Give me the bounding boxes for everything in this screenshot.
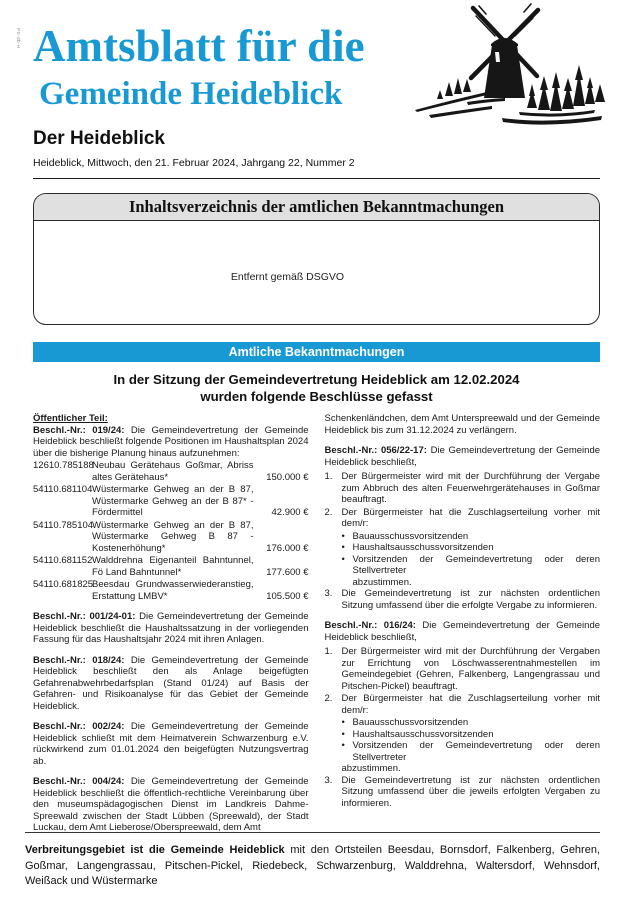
budget-desc: Neubau Gerätehaus Goßmar, Abriss altes Gerätehaus* (92, 460, 254, 483)
header-divider (33, 178, 600, 179)
list-item-text: Die Gemeindevertretung ist zur nächsten ordentlichen Sitzung umfassend über die erfolgte Vergabe zu informieren. (341, 588, 600, 611)
decision-columns (33, 413, 600, 843)
gazette-title-line2: Gemeinde Heideblick (39, 76, 343, 112)
decision-019-24-number: Beschl.-Nr.: 019/24: (33, 424, 125, 436)
toc-redacted-note: Entfernt gemäß DSGVO (230, 270, 345, 283)
bullet-text: Bauausschussvorsitzenden (352, 717, 469, 728)
windmill-illustration (407, 0, 612, 132)
list-item (325, 646, 601, 692)
decision-001-24-01-number: Beschl.-Nr.: 001/24-01: (33, 611, 136, 622)
list-item (325, 775, 601, 810)
budget-row (33, 460, 309, 483)
decision-018-24-text: Die Gemeindevertretung der Gemeinde Heideblick beschließt den als Anlage beigefügten Gefahrenabwehrbedarfsplan (Stand 01/24) auf Basis der Gefahren- und Risikoanalyse für das Gebiet der Gemeinde Heideblick. (33, 654, 309, 712)
list-item (325, 471, 601, 506)
decision-004-24 (33, 776, 309, 834)
bullet-group (342, 717, 601, 763)
publication-subtitle: Der Heideblick (33, 128, 165, 149)
decision-002-24 (33, 721, 309, 767)
bullet-text: Haushaltsausschussvorsitzenden (352, 728, 494, 740)
decision-056-22-17-text: Die Gemeindevertretung der Gemeinde Heideblick beschließt, (324, 445, 601, 468)
budget-code: 54110.681825 (33, 579, 94, 590)
decision-004-24-text: Die Gemeindevertretung der Gemeinde Heideblick beschließt die öffentlich-rechtliche Vereinbarung über den museumspädagogischen Dienst im Landkreis Dahme-Spreewald zwischen der Stadt Lübben (Spreewald), der Stadt Luckau, dem Amt Lieberose/Oberspreewald, dem Amt (33, 776, 309, 833)
budget-code: 54110.681104 (33, 484, 93, 495)
decision-016-24-number: Beschl.-Nr.: 016/24: (324, 620, 416, 631)
decision-004-24-continuation: Schenkenländchen, dem Amt Unterspreewald und der Gemeinde Heideblick bis zum 31.12.2024 zu verlängern. (324, 413, 600, 436)
list-item-number: 3. (324, 588, 333, 599)
list-item-number: 1. (324, 471, 333, 482)
decision-056-22-17-number: Beschl.-Nr.: 056/22-17: (324, 445, 427, 456)
decision-016-24 (325, 620, 601, 643)
print-edge-mark: PS-db-H (16, 28, 21, 49)
budget-amount: 42.900 € (271, 507, 309, 518)
list-item-number: 2. (324, 506, 333, 518)
list-item-text: Die Gemeindevertretung ist zur nächsten ordentlichen Sitzung umfassend über die jeweils erfolgten Vergaben zu informieren. (341, 774, 600, 809)
decision-004-24-number: Beschl.-Nr.: 004/24: (33, 776, 125, 787)
list-item-number: 2. (324, 693, 333, 704)
budget-amount: 176.000 € (266, 542, 309, 554)
budget-amount: 177.600 € (266, 566, 309, 578)
list-item-text: Der Bürgermeister hat die Zuschlagserteilung vorher mit dem/r: (341, 693, 600, 716)
distribution-footer-text: mit den Ortsteilen Beesdau, Bornsdorf, Falkenberg, Gehren, Goßmar, Langengrassau, Pitschen-Pickel, Riedebeck, Schwarzenburg, Walddrehna, Waltersdorf, Wehnsdorf, Weißack und Wüstermarke (25, 844, 601, 887)
list-item-text: Der Bürgermeister wird mit der Durchführung der Vergabe zum Abbruch des alten Feuerwehrgerätehauses in Goßmar beauftragt. (341, 471, 600, 505)
decision-002-24-text: Die Gemeindevertretung der Gemeinde Heideblick schließt mit dem Heimatverein Schwarzenburg e.V. rückwirkend zum 01.01.2024 den beigefügten Nutzungsvertrag ab. (33, 721, 309, 767)
bullet-icon: • (341, 728, 345, 740)
after-bullets-text: abzustimmen. (341, 763, 401, 774)
decision-016-list (325, 646, 601, 809)
meeting-heading-line2: wurden folgende Beschlüsse gefasst (200, 389, 433, 404)
budget-row (33, 484, 309, 519)
decision-019-24-text: Die Gemeindevertretung der Gemeinde Heideblick beschließt folgende Positionen im Haushaltsplan 2024 über die bisherige Planung hinaus aufzunehmen: (33, 424, 309, 459)
bullet-icon: • (341, 717, 345, 728)
right-column (325, 413, 601, 843)
budget-code: 12610.785188 (33, 460, 94, 471)
bullet-icon: • (341, 542, 345, 553)
budget-desc: Beesdau Grundwasserwiederanstieg, Erstattung LMBV* (92, 579, 254, 602)
decision-018-24-number: Beschl.-Nr.: 018/24: (33, 654, 125, 666)
list-item-text: Der Bürgermeister wird mit der Durchführung der Vergaben zur Errichtung von Löschwasserentnahmestellen im Gemeindegebiet (Gehren, Falkenberg, Langengrassau und Pitschen-Pickel) beauftragt. (341, 646, 600, 692)
bullet-text: Vorsitzenden der Gemeindevertretung oder deren Stellvertreter (352, 553, 600, 576)
decision-056-list (325, 471, 601, 611)
list-item (325, 693, 601, 716)
after-bullets-text: abzustimmen. (352, 576, 412, 588)
decision-001-24-01-text: Die Gemeindevertretung der Gemeinde Heideblick beschließt die Haushaltssatzung in der vorliegenden Fassung für das Haushaltsjahr 2024 mit ihren Anlagen. (33, 611, 309, 645)
budget-table (33, 460, 309, 602)
list-item-text: Der Bürgermeister hat die Zuschlagserteilung vorher mit dem/r: (341, 506, 600, 529)
bullet-item (342, 740, 601, 763)
budget-desc: Wüstermarke Gehweg an der B 87, Wüstermarke Gehweg B 87 - Kostenerhöhung* (92, 519, 254, 554)
budget-row (33, 579, 309, 602)
masthead (33, 0, 600, 113)
list-item-number: 1. (324, 646, 333, 657)
gazette-title-line1: Amtsblatt für die (33, 21, 365, 71)
bullet-text: Vorsitzenden der Gemeindevertretung oder deren Stellvertreter (352, 740, 600, 763)
toc-box (33, 193, 600, 325)
bullet-item (342, 531, 601, 543)
meeting-heading-line1: In der Sitzung der Gemeindevertretung Heideblick am 12.02.2024 (113, 372, 520, 387)
bullet-group (342, 531, 601, 577)
budget-code: 54110.681152 (33, 555, 93, 566)
budget-row (33, 555, 309, 578)
bullet-text: Haushaltsausschussvorsitzenden (352, 542, 494, 553)
budget-amount: 105.500 € (266, 590, 309, 602)
list-item (325, 588, 601, 611)
distribution-footer-bold: Verbreitungsgebiet ist die Gemeinde Heideblick (25, 844, 285, 856)
public-part-label: Öffentlicher Teil: (33, 413, 108, 424)
section-bar: Amtliche Bekanntmachungen (33, 342, 600, 362)
budget-row (33, 520, 309, 555)
decision-019-24 (33, 425, 309, 460)
bullet-icon: • (341, 530, 345, 542)
decision-018-24 (33, 655, 309, 713)
distribution-footer (25, 832, 600, 890)
bullet-item (342, 729, 601, 741)
toc-title: Inhaltsverzeichnis der amtlichen Bekanntmachungen (34, 194, 599, 221)
list-item (325, 507, 601, 530)
budget-desc: Wüstermarke Gehweg an der B 87, Wüstermarke Gehweg an der B 87* - Fördermittel (92, 484, 254, 518)
list-item-number: 3. (324, 774, 333, 786)
bullet-item (342, 717, 601, 729)
decision-016-24-text: Die Gemeindevertretung der Gemeinde Heideblick beschließt, (324, 620, 601, 643)
bullet-item (342, 542, 601, 554)
bullet-icon: • (341, 553, 345, 565)
bullet-text: Bauausschussvorsitzenden (352, 530, 469, 542)
issue-dateline: Heideblick, Mittwoch, den 21. Februar 2024, Jahrgang 22, Nummer 2 (33, 157, 355, 169)
meeting-heading (33, 371, 600, 405)
decision-056-22-17 (325, 445, 601, 468)
decision-001-24-01 (33, 611, 309, 646)
budget-amount: 150.000 € (266, 471, 309, 483)
bullet-icon: • (341, 740, 345, 751)
budget-code: 54110.785104 (33, 519, 94, 531)
bullet-item (342, 554, 601, 577)
left-column (33, 413, 309, 843)
budget-desc: Walddrehna Eigenanteil Bahntunnel, Fö Land Bahntunnel* (92, 555, 254, 578)
decision-002-24-number: Beschl.-Nr.: 002/24: (33, 721, 125, 732)
